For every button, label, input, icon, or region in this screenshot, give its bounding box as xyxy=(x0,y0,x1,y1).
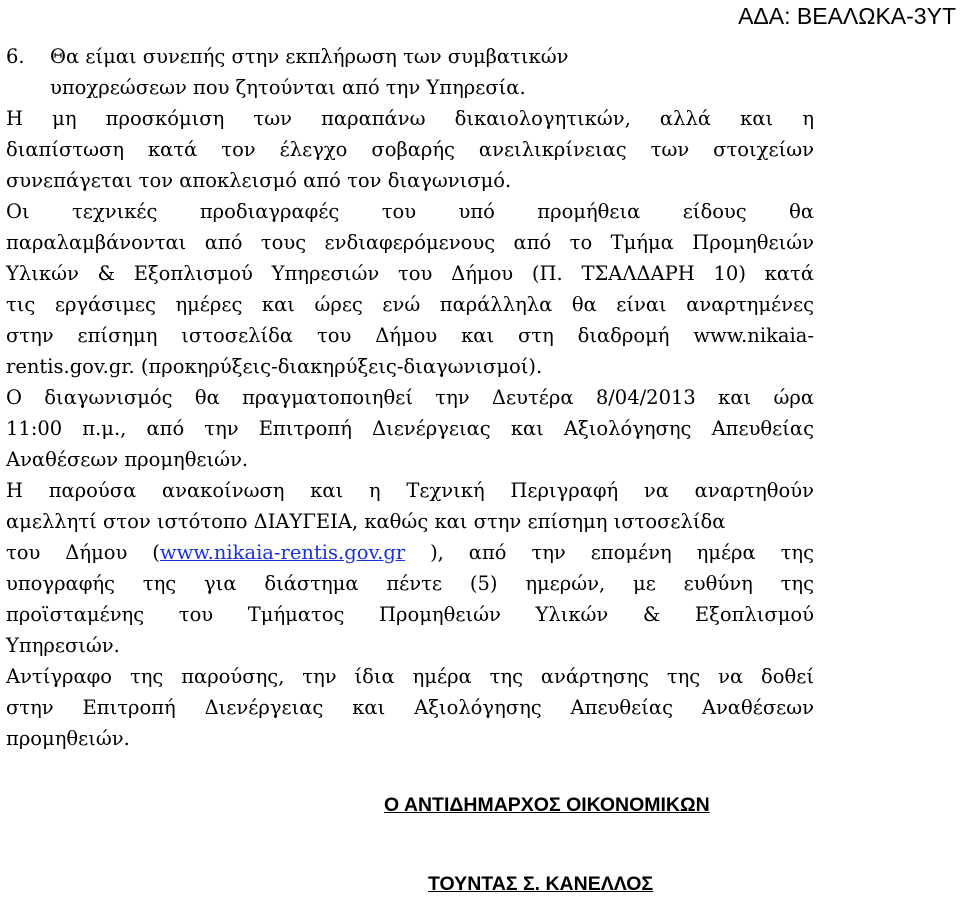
ada-code: ΑΔΑ: ΒΕΑΛΩΚΑ-3ΥΤ xyxy=(738,3,956,29)
text-line: τις εργάσιμες ημέρες και ώρες ενώ παράλληλα θα είναι αναρτημένες xyxy=(6,293,814,316)
list-item-number: 6. xyxy=(6,45,25,68)
text-segment xyxy=(6,541,405,564)
text-line: Οι τεχνικές προδιαγραφές του υπό προμήθεια είδους θα xyxy=(6,200,814,223)
text-line: προμηθειών. xyxy=(6,727,130,750)
paragraph-copy xyxy=(6,661,814,754)
text-line: προϊσταμένης του Τμήματος Προμηθειών Υλικών & Εξοπλισμού xyxy=(6,603,814,626)
paragraph-specifications xyxy=(6,196,814,382)
document-body xyxy=(6,41,814,754)
paragraph-competition-date xyxy=(6,382,814,475)
text-line: Η μη προσκόμιση των παραπάνω δικαιολογητικών, αλλά και η xyxy=(6,107,814,130)
text-segment: του Δήμου ( xyxy=(6,541,160,564)
text-line: Η παρούσα ανακοίνωση και η Τεχνική Περιγραφή να αναρτηθούν xyxy=(6,479,814,502)
website-link[interactable]: www.nikaia-rentis.gov.gr xyxy=(159,541,406,564)
list-item-text: Θα είμαι συνεπής στην εκπλήρωση των συμβατικών xyxy=(50,45,569,68)
text-line: Ο διαγωνισμός θα πραγματοποιηθεί την Δευτέρα 8/04/2013 και ώρα xyxy=(6,386,814,409)
list-item-6 xyxy=(6,41,814,72)
text-line: 11:00 π.μ., από την Επιτροπή Διενέργειας και Αξιολόγησης Απευθείας xyxy=(6,417,814,440)
text-line: στην Επιτροπή Διενέργειας και Αξιολόγησης Απευθείας Αναθέσεων xyxy=(6,696,814,719)
signature-name: ΤΟΥΝΤΑΣ Σ. ΚΑΝΕΛΛΟΣ xyxy=(428,873,654,895)
text-line: διαπίστωση κατά τον έλεγχο σοβαρής ανειλικρίνειας των στοιχείων xyxy=(6,138,814,161)
text-line: Υπηρεσιών. xyxy=(6,634,120,657)
text-line xyxy=(6,537,814,568)
text-line: Αναθέσεων προμηθειών. xyxy=(6,448,249,471)
signature-title: Ο ΑΝΤΙΔΗΜΑΡΧΟΣ ΟΙΚΟΝΟΜΙΚΩΝ xyxy=(384,794,710,816)
text-line: Υλικών & Εξοπλισμού Υπηρεσιών του Δήμου (Π. ΤΣΑΛΔΑΡΗ 10) κατά xyxy=(6,262,814,285)
text-line: υπογραφής της για διάστημα πέντε (5) ημερών, με ευθύνη της xyxy=(6,572,814,595)
paragraph-exclusion xyxy=(6,103,814,196)
list-item-continuation: υποχρεώσεων που ζητούνται από την Υπηρεσία. xyxy=(50,76,526,99)
text-line: αμελλητί στον ιστότοπο ΔΙΑΥΓΕΙΑ, καθώς και στην επίσημη ιστοσελίδα xyxy=(6,510,726,533)
text-line: συνεπάγεται τον αποκλεισμό από τον διαγωνισμό. xyxy=(6,169,512,192)
paragraph-publication xyxy=(6,475,814,661)
text-line: rentis.gov.gr. (προκηρύξεις-διακηρύξεις-διαγωνισμοί). xyxy=(6,355,543,378)
text-segment: ), από την επομένη ημέρα της xyxy=(430,541,814,564)
text-line: Αντίγραφο της παρούσης, την ίδια ημέρα της ανάρτησης της να δοθεί xyxy=(6,665,814,688)
text-line: στην επίσημη ιστοσελίδα του Δήμου και στη διαδρομή www.nikaia- xyxy=(6,324,814,347)
text-line: παραλαμβάνονται από τους ενδιαφερόμενους από το Τμήμα Προμηθειών xyxy=(6,231,814,254)
